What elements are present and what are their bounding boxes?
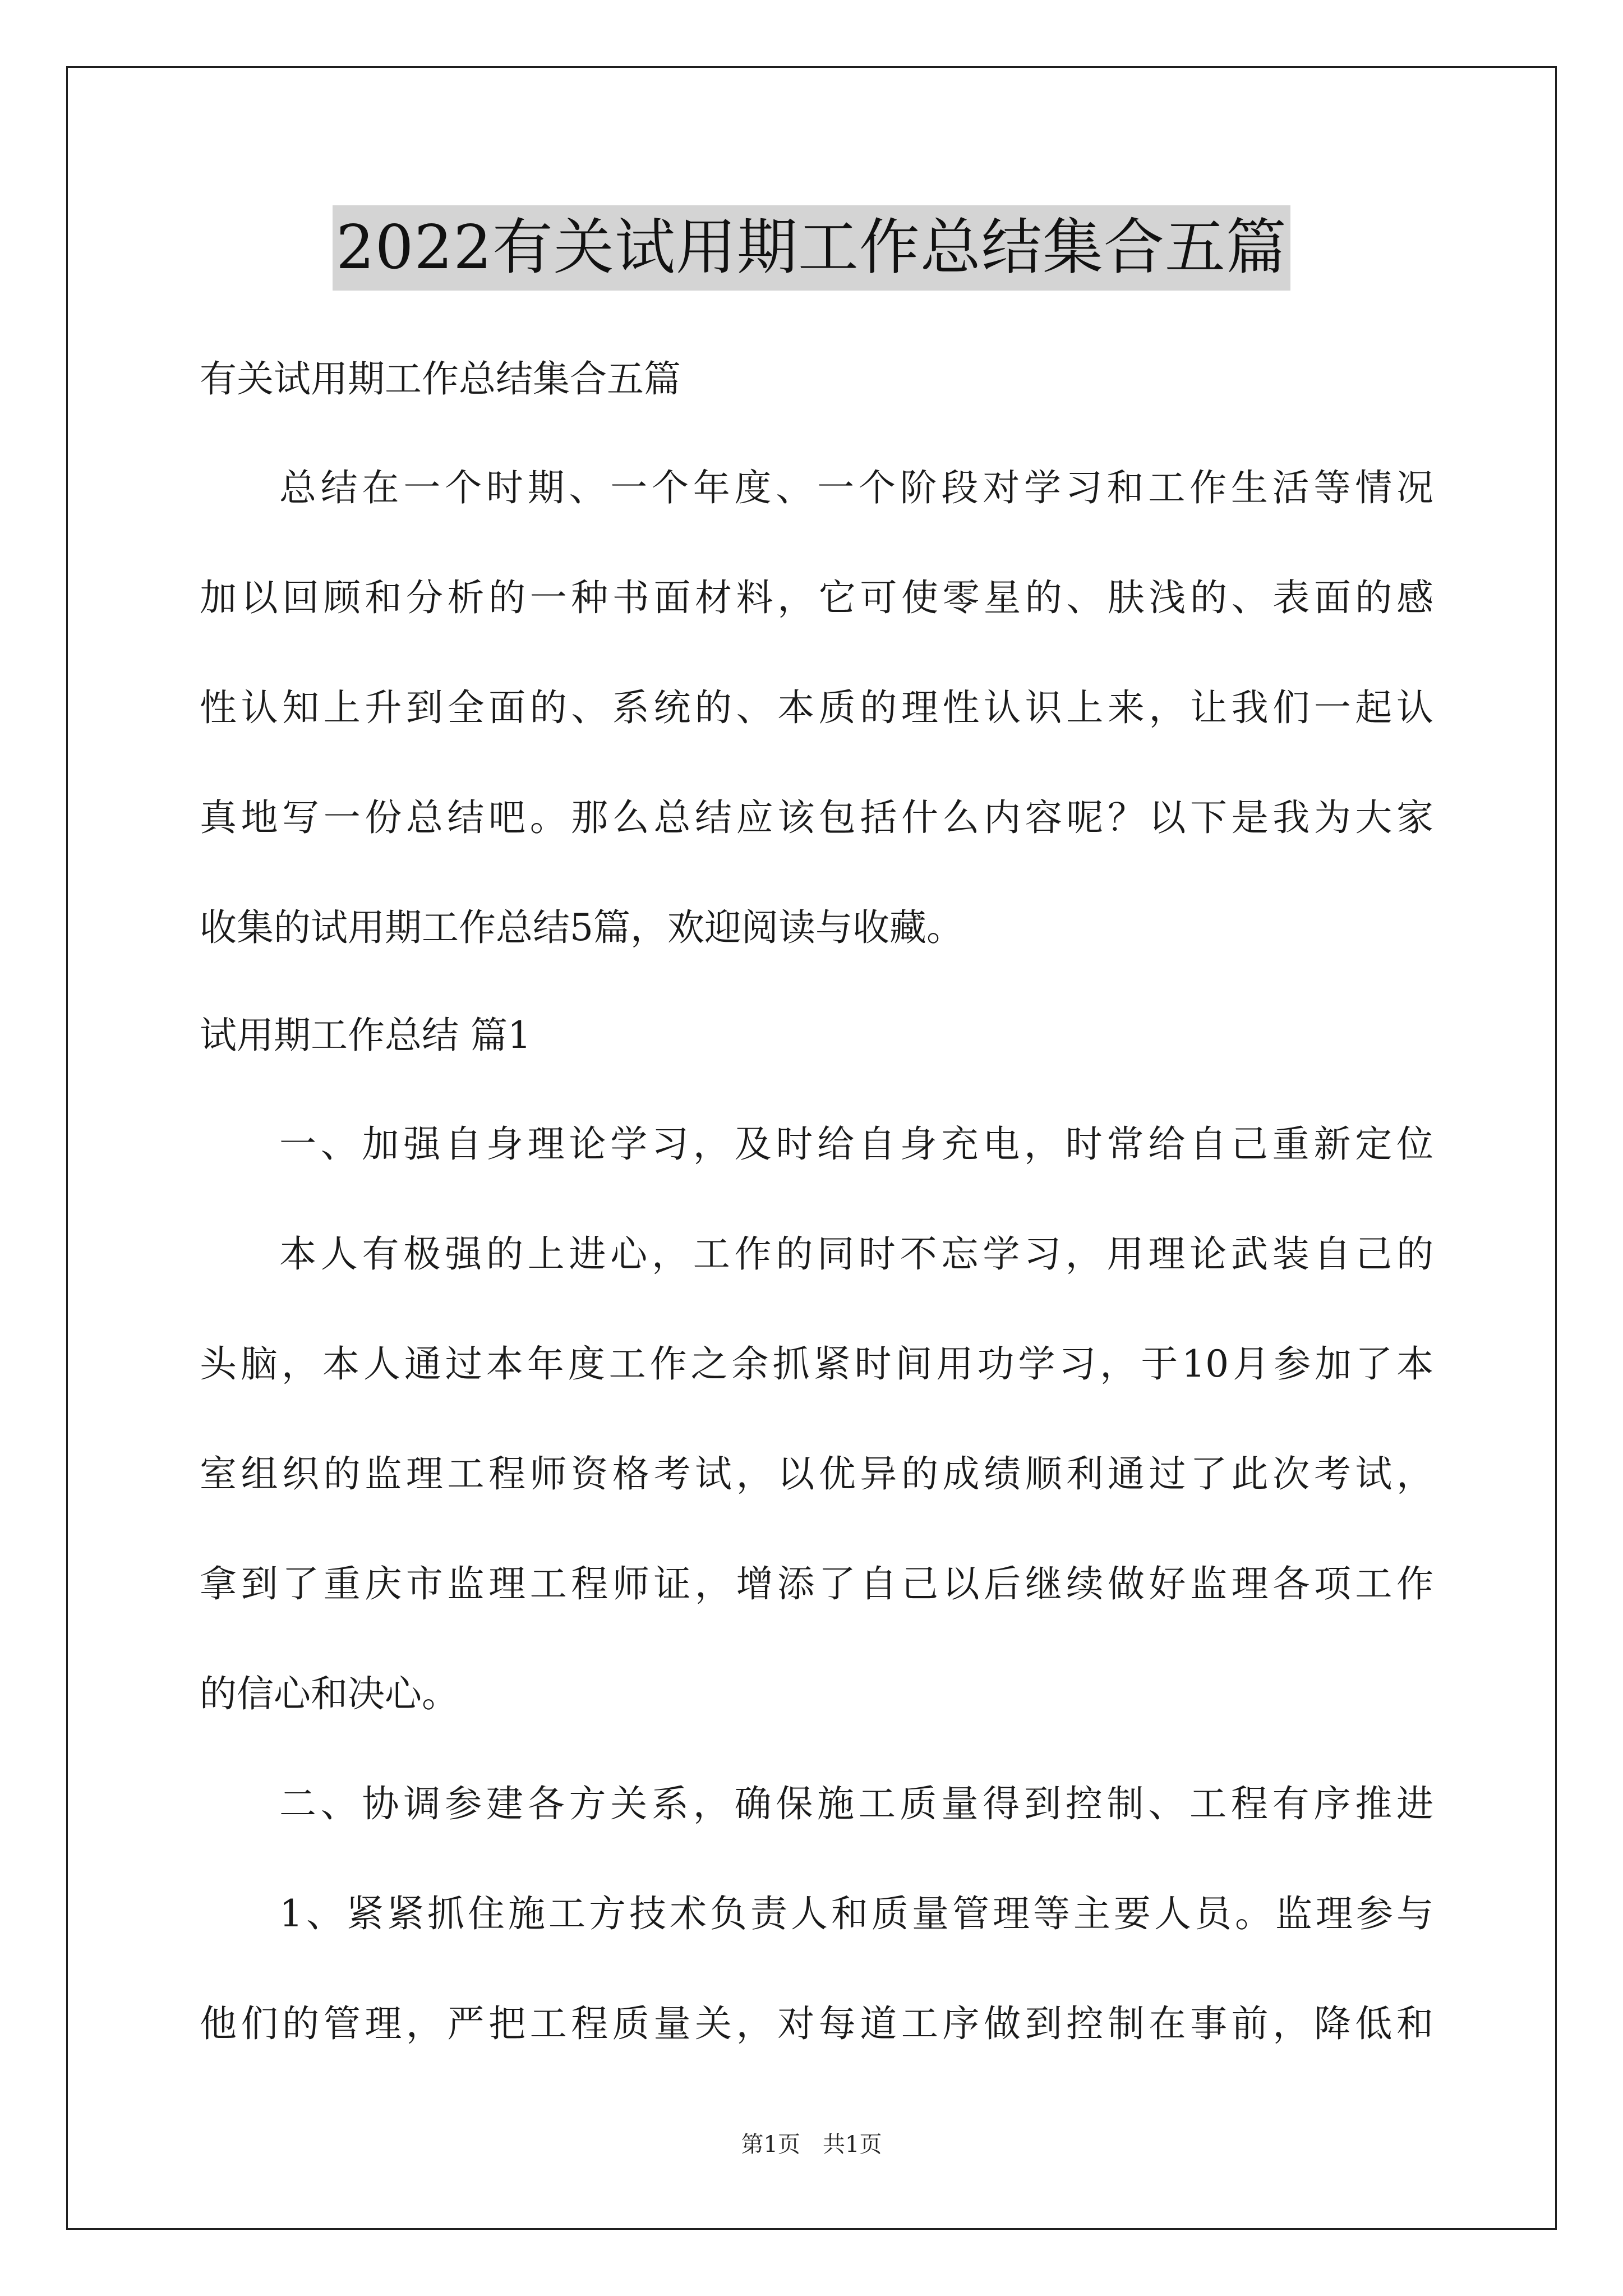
paragraph-line: 加以回顾和分析的一种书面材料，它可使零星的、肤浅的、表面的感 <box>200 576 1433 619</box>
section-heading: 试用期工作总结 篇1 <box>200 1014 531 1057</box>
paragraph-line: 的信心和决心。 <box>200 1672 459 1715</box>
paragraph-line: 他们的管理，严把工程质量关，对每道工序做到控制在事前，降低和 <box>200 2002 1433 2045</box>
paragraph-line: 二、协调参建各方关系，确保施工质量得到控制、工程有序推进 <box>279 1782 1433 1825</box>
paragraph-line: 室组织的监理工程师资格考试，以优异的成绩顺利通过了此次考试， <box>200 1452 1433 1496</box>
paragraph-line: 性认知上升到全面的、系统的、本质的理性认识上来，让我们一起认 <box>200 686 1433 729</box>
paragraph-line: 1、紧紧抓住施工方技术负责人和质量管理等主要人员。监理参与 <box>279 1892 1433 1935</box>
document-title: 2022有关试用期工作总结集合五篇 <box>333 205 1290 291</box>
title-block <box>0 205 1623 291</box>
paragraph-line: 拿到了重庆市监理工程师证，增添了自己以后继续做好监理各项工作 <box>200 1562 1433 1605</box>
paragraph-line: 收集的试用期工作总结5篇，欢迎阅读与收藏。 <box>200 906 963 949</box>
paragraph-line: 一、加强自身理论学习，及时给自身充电，时常给自己重新定位 <box>279 1122 1433 1166</box>
paragraph-line: 本人有极强的上进心，工作的同时不忘学习，用理论武装自己的 <box>279 1232 1433 1276</box>
paragraph-line: 头脑，本人通过本年度工作之余抓紧时间用功学习，于10月参加了本 <box>200 1342 1433 1386</box>
page-number-footer: 第1页 共1页 <box>741 2132 882 2157</box>
paragraph-line: 总结在一个时期、一个年度、一个阶段对学习和工作生活等情况 <box>279 466 1433 509</box>
subtitle-line: 有关试用期工作总结集合五篇 <box>200 357 681 401</box>
paragraph-line: 真地写一份总结吧。那么总结应该包括什么内容呢？以下是我为大家 <box>200 796 1433 839</box>
